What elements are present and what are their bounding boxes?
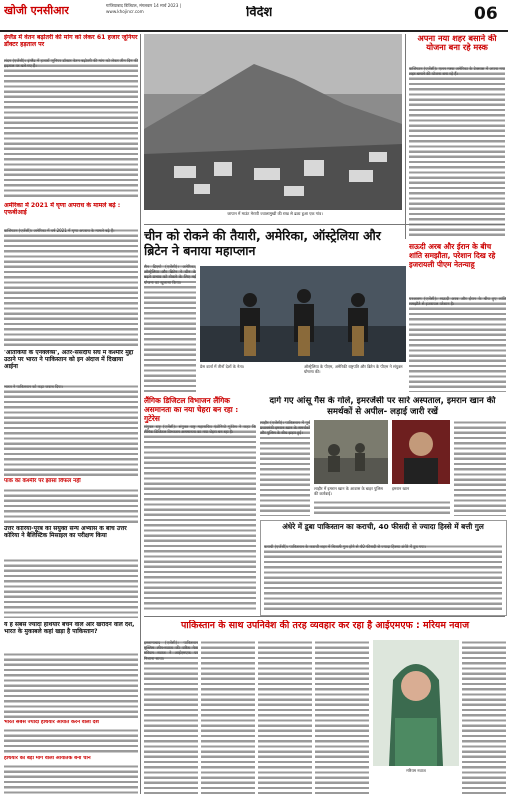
article-body-ipu: भारत ने पाकिस्तान को कड़ा जवाब दिया। (4, 384, 138, 476)
article-body-imran: लाहौर (एजेंसी)। पाकिस्तान में पूर्व प्रधानमंत्री इमरान खान के समर्थकों और पुलिस के बीच झड़प हुई। (260, 420, 310, 516)
article-body-imf-col4 (315, 640, 369, 794)
headline-doctors-strike: इंग्लैंड में वेतन बढ़ोतरी की मांग को लेकर 61 हजार जूनियर डॉक्टर हड़ताल पर (4, 34, 138, 49)
article-body-doctors-strike: लंदन (एजेंसी)। इंग्लैंड में हजारों जूनियर डॉक्टर वेतन बढ़ोतरी की मांग को लेकर तीन दिन की हड़ताल पर चले गए हैं। (4, 58, 138, 198)
article-body-aukus: सैन डिएगो (एजेंसी)। अमेरिका, ऑस्ट्रेलिया और ब्रिटेन ने चीन के बढ़ते प्रभाव को रोकने के लिए नई योजना का खुलासा किया। (144, 264, 196, 392)
column-rule (140, 34, 141, 794)
article-body-saudi-iran: यरुशलम (एजेंसी)। सऊदी अरब और ईरान के बीच हुए शांति समझौते से इजरायल परेशान है। (409, 296, 506, 392)
subhead-china-importer: हथियार का बड़ा मांग वाला आयातक बना चीन (4, 756, 91, 761)
headline-saudi-iran: सऊदी अरब और ईरान के बीच शांति समझौता, परेशान दिख रहे इजरायली पीएम नेतन्याहू (409, 242, 496, 269)
article-body-guterres: संयुक्त राष्ट्र (एजेंसी)। संयुक्त राष्ट्र महासचिव एंटोनियो गुटेरेस ने कहा कि लैंगिक डिजिटल विभाजन असमानता का नया चेहरा बन रहा है। (144, 424, 256, 610)
article-body-musk: वाशिंगटन (एजेंसी)। एलन मस्क अमेरिका के टेक्सास में अपना नया शहर बसाने की योजना बना रहे हैं। (409, 66, 505, 236)
lahore-protest-photo (314, 420, 388, 484)
article-body-imran-right (454, 420, 506, 516)
article-body-china-importer (4, 764, 138, 794)
maryam-nawaz-photo (373, 640, 459, 766)
article-body-arms-trade (4, 652, 138, 718)
aukus-caption-left: प्रेस वार्ता में तीनों देशों के नेता। (200, 364, 245, 369)
article-body-imran-bottom (314, 500, 450, 516)
headline-north-korea-missile: उत्तर कोरिया-पूरब की संयुक्त सैन्य अभ्यास के बीच उत्तर कोरिया ने बैलिस्टिक मिसाइल का परीक्षण किया (4, 526, 127, 539)
article-body-imf-col3 (258, 640, 312, 794)
headline-imf-maryam: पाकिस्तान के साथ उपनिवेश की तरह व्यवहार कर रहा है आईएमएफ : मरियम नवाज (180, 620, 470, 631)
aukus-caption-right: ऑस्ट्रेलिया के पीएम, अमेरिकी राष्ट्रपति और ब्रिटेन के पीएम ने संयुक्त घोषणा की। (304, 364, 403, 374)
imran-khan-caption: इमरान खान (392, 486, 410, 491)
article-body-imf-col1: इस्लामाबाद (एजेंसी)। पाकिस्तान मुस्लिम लीग-नवाज की वरिष्ठ नेता मरियम नवाज ने आईएमएफ पर निशाना साधा। (144, 640, 198, 794)
headline-imran-khan: दागे गए आंसू गैस के गोले, इमरजेंसी पर सारे अस्पताल, इमरान खान की समर्थकों से अपील- लड़ाई जारी रखें (269, 396, 496, 417)
section-title: विदेश (246, 6, 273, 20)
section-divider (144, 616, 505, 617)
page-number: 06 (474, 4, 498, 24)
headline-fbi-hate-crime: अमेरिका में 2021 में घृणा अपराध के मामले बढ़े : एफबीआई (4, 202, 121, 217)
lahore-protest-caption: लाहौर में इमरान खान के आवास के बाहर पुलिस की कार्रवाई। (314, 486, 383, 496)
article-body-north-korea (4, 558, 138, 618)
headline-guterres: लैंगिक डिजिटल विभाजन लैंगिक असमानता का नया चेहरा बन रहा : गुटेरेस (144, 396, 239, 423)
headline-karachi-blackout: अंधेरे में डूबा पाकिस्तान का कराची, 40 फीसदी से ज्यादा हिस्से में बत्ती गुल (282, 522, 484, 531)
headline-india-pakistan-ipu: 'आतंकियों के एनक्लेव्स', अंतर-संसदीय संघ में कश्मीर मुद्दा उठाने पर भारत ने पाकिस्तान को इन अंदाज में दिखाया आईना (4, 350, 134, 370)
article-body-kashmir (4, 488, 138, 524)
article-body-imf-col5 (462, 640, 506, 794)
article-body-karachi: कराची (एजेंसी)। पाकिस्तान के कराची शहर में बिजली गुल होने से 40 फीसदी से ज्यादा हिस्सा अंधेरे में डूब गया। (264, 544, 502, 610)
headline-musk-city: अपना नया शहर बसाने की योजना बना रहे मस्क (417, 34, 497, 53)
headline-arms-trade: ये हैं सबसे ज्यादा हथियार बेचने वाले और खरीदने वाले देश, भारत के मुकाबले कहां खड़ा है पाकिस्तान? (4, 622, 135, 635)
section-divider (144, 224, 505, 225)
article-body-india-importer (4, 728, 138, 754)
brand-logo: खोजी एनसीआर (4, 4, 69, 17)
column-rule (405, 34, 406, 239)
headline-aukus: चीन को रोकने की तैयारी, अमेरिका, ऑस्ट्रेलिया और ब्रिटेन ने बनाया महाप्लान (144, 228, 381, 258)
imran-khan-photo (392, 420, 450, 484)
maryam-nawaz-caption: मरियम नवाज (406, 768, 426, 773)
subhead-india-arms-importer: भारत सबसे ज्यादा हथियार आयात करने वाला देश (4, 720, 99, 725)
article-body-imf-col2 (201, 640, 255, 794)
article-body-fbi: वाशिंगटन (एजेंसी)। अमेरिका में वर्ष 2021 में घृणा अपराध के मामले बढ़े हैं। (4, 228, 138, 346)
volcano-photo-caption: जापान में माउंट मेरापी ज्वालामुखी की राख से ढका हुआ एक गांव। (227, 211, 323, 216)
dateline: गाजियाबाद डिजिटल, मंगलवार 14 मार्च 2023 | www.khojincr.com (106, 3, 182, 14)
aukus-photo (200, 266, 406, 362)
subhead-kashmir: पाक का कश्मीर पर झांसा विफल नहीं (4, 478, 81, 484)
volcano-photo (144, 34, 402, 210)
